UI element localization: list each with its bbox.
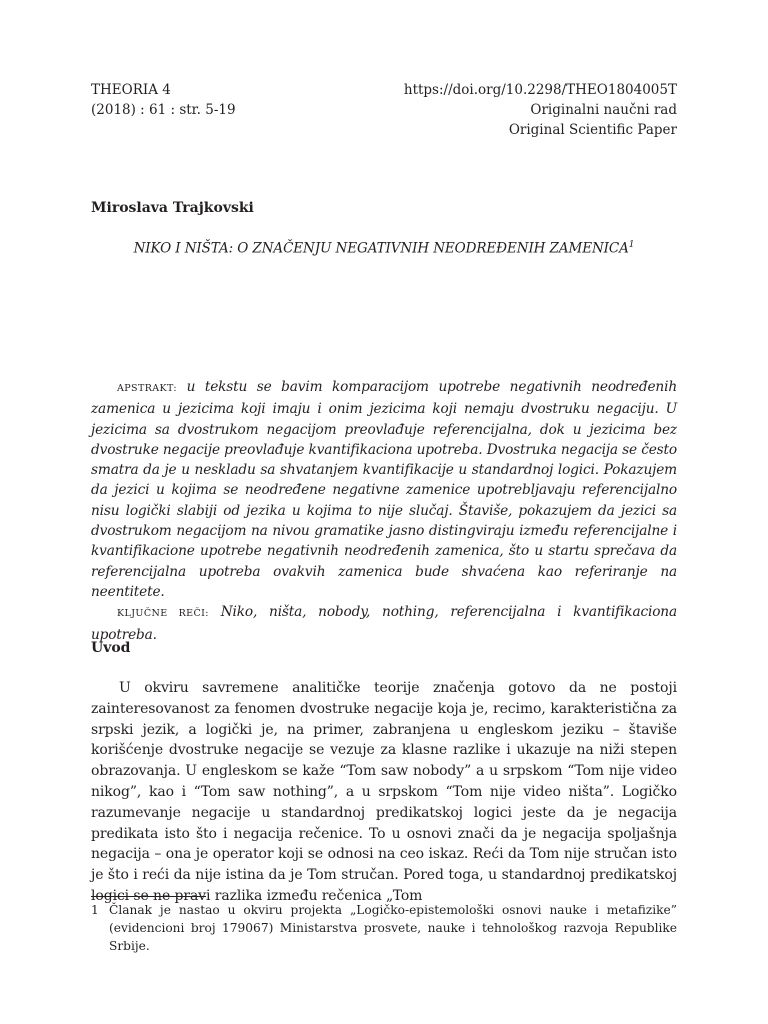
article-type-en: Original Scientific Paper: [508, 122, 677, 138]
doi-link[interactable]: https://doi.org/10.2298/THEO1804005T: [403, 82, 677, 98]
footnote-divider: [91, 896, 206, 897]
article-meta: [404, 80, 677, 140]
journal-header: [91, 80, 236, 120]
footnote-text: Članak je nastao u okviru projekta „Logičko-epistemološki osnovi nauke i metafizike” (evidencioni broj 179067) Ministarstva prosvete, nauke i tehnološkog razvoja Republike Srbije.: [109, 903, 677, 953]
author-name: Miroslava Trajkovski: [91, 200, 254, 216]
keywords-text: Niko, ništa, nobody, nothing, referencijalna i kvantifikaciona upotreba.: [91, 604, 677, 643]
body-paragraph: U okviru savremene analitičke teorije značenja gotovo da ne postoji zainteresovanost za fenomen dvostruke negacije koja je, recimo, karakteristična za srpski jezik, a logički je, na primer, zabranjena u engleskom jeziku – štaviše korišćenje dvostruke negacije se vezuje za klasne razlike i ukazuje na niži stepen obrazovanja. U engleskom se kaže “Tom saw nobody” a u srpskom “Tom nije video nikog”, kao i “Tom saw nothing”, a u srpskom “Tom nije video ništa”. Logičko razumevanje negacije u standardnoj predikatskoj logici jeste da je negacija predikata isto što i negacija rečenice. To u osnovi znači da je negacija spoljašnja negacija – ona je operator koji se odnosi na ceo iskaz. Reći da Tom nije stručan isto je što i reći da nije istina da je Tom stručan. Pored toga, u standardnoj predikatskoj logici se ne pravi razlika između rečenica „Tom: [91, 680, 677, 904]
body-text: [91, 678, 677, 907]
keywords-label: KLJUČNE REČI:: [117, 608, 209, 620]
abstract-label: APSTRAKT:: [117, 383, 178, 394]
title-footnote-mark[interactable]: 1: [628, 240, 635, 250]
journal-name: THEORIA 4: [91, 82, 171, 98]
article-type-sr: Originalni naučni rad: [530, 102, 677, 118]
keywords: [91, 602, 677, 645]
abstract: [91, 377, 677, 645]
abstract-paragraph: [91, 377, 677, 602]
section-heading: Uvod: [91, 640, 131, 656]
title-text: NIKO I NIŠTA: O ZNAČENJU NEGATIVNIH NEODREĐENIH ZAMENICA: [133, 240, 629, 257]
footnote: [91, 901, 677, 955]
footnote-number: 1: [91, 903, 99, 917]
article-title: [91, 240, 677, 257]
journal-issue: (2018) : 61 : str. 5-19: [91, 102, 236, 118]
abstract-text: u tekstu se bavim komparacijom upotrebe negativnih neodređenih zamenica u jezicima koji imaju i onim jezicima koji nemaju dvostruku negaciju. U jezicima sa dvostrukom negacijom preovlađuje referencijalna, dok u jezicima bez dvostruke negacije preovlađuje kvantifikaciona upotreba. Dvostruka negacija se često smatra da je u neskladu sa shvatanjem kvantifikacije u standardnoj logici. Pokazujem da jezici u kojima se neodređene negativne zamenice upotrebljavaju referencijalno nisu logički slabiji od jezika u kojima to nije slučaj. Štaviše, pokazujem da jezici sa dvostrukom negacijom na nivou gramatike jasno distingviraju između referencijalne i kvantifikacione upotrebe negativnih neodređenih zamenica, što u startu sprečava da referencijalna upotreba ovakvih zamenica bude shvaćena kao referiranje na neentitete.: [91, 379, 677, 600]
